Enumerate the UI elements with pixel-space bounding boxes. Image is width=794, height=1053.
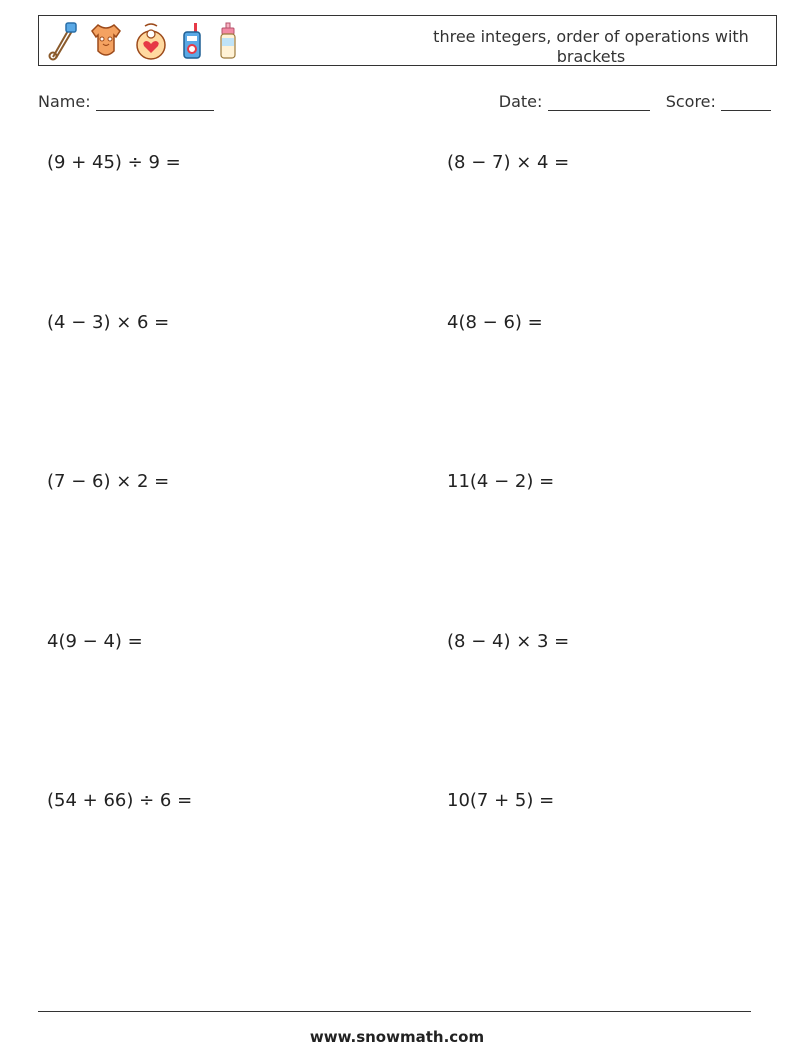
date-blank	[548, 92, 650, 111]
worksheet-header	[38, 15, 777, 66]
date-label: Date:	[498, 92, 543, 111]
problem-9: (54 + 66) ÷ 6 =	[47, 790, 193, 811]
header-icons	[47, 20, 241, 62]
baby-bottle-icon	[215, 21, 241, 61]
problem-5: (7 − 6) × 2 =	[47, 471, 170, 492]
safety-pin-icon	[47, 21, 79, 61]
problem-8: (8 − 4) × 3 =	[447, 631, 570, 652]
problem-3: (4 − 3) × 6 =	[47, 312, 170, 333]
student-info-row	[38, 92, 771, 116]
problem-10: 10(7 + 5) =	[447, 790, 555, 811]
problem-6: 11(4 − 2) =	[447, 471, 555, 492]
date-score-field	[499, 92, 771, 111]
baby-monitor-icon	[179, 21, 205, 61]
footer-website[interactable]: www.snowmath.com	[309, 1028, 485, 1046]
name-field	[38, 92, 214, 111]
score-label: Score:	[665, 92, 716, 111]
problem-2: (8 − 7) × 4 =	[447, 152, 570, 173]
baby-onesie-icon	[89, 21, 123, 61]
worksheet-title: three integers, order of operations with brackets	[433, 27, 749, 66]
name-label: Name:	[38, 92, 91, 111]
name-blank	[96, 92, 214, 111]
problem-7: 4(9 − 4) =	[47, 631, 143, 652]
footer-divider	[38, 1011, 751, 1012]
problem-4: 4(8 − 6) =	[447, 312, 543, 333]
baby-bib-icon	[133, 21, 169, 61]
score-blank	[721, 92, 771, 111]
problem-1: (9 + 45) ÷ 9 =	[47, 152, 181, 173]
